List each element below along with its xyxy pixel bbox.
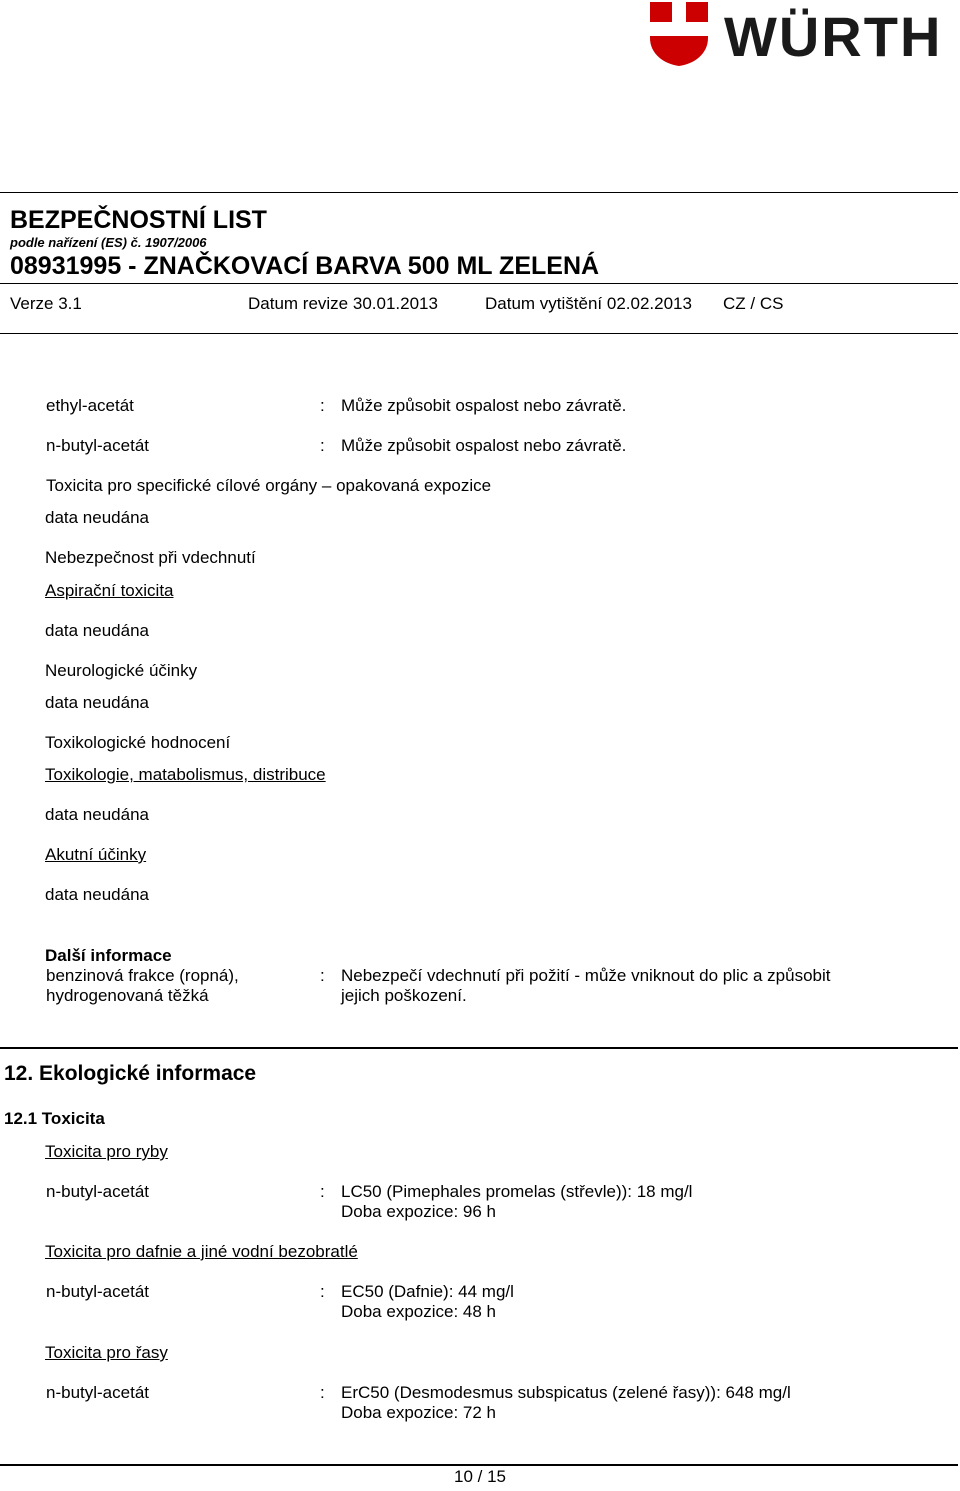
further-info-colon: : <box>320 966 325 985</box>
row-colon: : <box>320 396 325 415</box>
acute-effects-value: data neudána <box>45 885 149 904</box>
row-value: Může způsobit ospalost nebo závratě. <box>341 396 627 415</box>
section-12-title: 12. Ekologické informace <box>4 1062 257 1085</box>
aspiration-heading: Nebezpečnost při vdechnutí <box>45 548 256 567</box>
page-number: 10 / 15 <box>454 1467 506 1486</box>
version: Verze 3.1 <box>10 294 82 313</box>
fish-exposure: Doba expozice: 96 h <box>341 1202 496 1221</box>
daphnia-colon: : <box>320 1282 325 1301</box>
further-info-value: Nebezpečí vdechnutí při požití - může vniknout do plic a způsobit <box>341 966 831 985</box>
tox-eval-subheading: Toxikologie, matabolismus, distribuce <box>45 765 326 784</box>
algae-substance: n-butyl-acetát <box>46 1383 149 1402</box>
neuro-value: data neudána <box>45 693 149 712</box>
product-name: 08931995 - ZNAČKOVACÍ BARVA 500 ML ZELENÁ <box>10 252 600 280</box>
further-info-name: benzinová frakce (ropná), <box>46 966 239 985</box>
footer-rule <box>0 1464 958 1466</box>
header-bottom-rule <box>0 333 958 334</box>
document-title: BEZPEČNOSTNÍ LIST <box>10 206 267 234</box>
daphnia-exposure: Doba expozice: 48 h <box>341 1302 496 1321</box>
locale: CZ / CS <box>723 294 784 313</box>
further-info-value-cont: jejich poškození. <box>341 986 467 1005</box>
daphnia-toxicity-heading: Toxicita pro dafnie a jiné vodní bezobratlé <box>45 1242 358 1261</box>
revision-date: Datum revize 30.01.2013 <box>248 294 438 313</box>
tox-eval-heading: Toxikologické hodnocení <box>45 733 231 752</box>
section-rule <box>0 1047 958 1049</box>
wurth-logo-graphic <box>648 0 958 70</box>
further-info-heading: Další informace <box>45 946 172 965</box>
stot-repeated-value: data neudána <box>45 508 149 527</box>
subsection-12-1-title: 12.1 Toxicita <box>4 1109 105 1128</box>
algae-toxicity-heading: Toxicita pro řasy <box>45 1343 168 1362</box>
row-name: ethyl-acetát <box>46 396 134 415</box>
further-info-name-cont: hydrogenovaná těžká <box>46 986 209 1005</box>
neuro-heading: Neurologické účinky <box>45 661 198 680</box>
fish-colon: : <box>320 1182 325 1201</box>
header-mid-rule <box>0 283 958 284</box>
print-date: Datum vytištění 02.02.2013 <box>485 294 692 313</box>
tox-eval-value: data neudána <box>45 805 149 824</box>
fish-value: LC50 (Pimephales promelas (střevle)): 18 mg/l <box>341 1182 693 1201</box>
wurth-logo <box>648 0 958 70</box>
daphnia-substance: n-butyl-acetát <box>46 1282 149 1301</box>
header-top-rule <box>0 192 958 193</box>
stot-repeated-heading: Toxicita pro specifické cílové orgány – opakovaná expozice <box>46 476 492 495</box>
logo-wordmark: WÜRTH <box>724 5 943 68</box>
fish-toxicity-heading: Toxicita pro ryby <box>45 1142 168 1161</box>
algae-colon: : <box>320 1383 325 1402</box>
row-value: Může způsobit ospalost nebo závratě. <box>341 436 627 455</box>
algae-value: ErC50 (Desmodesmus subspicatus (zelené řasy)): 648 mg/l <box>341 1383 791 1402</box>
daphnia-value: EC50 (Dafnie): 44 mg/l <box>341 1282 514 1301</box>
row-name: n-butyl-acetát <box>46 436 149 455</box>
regulation-note: podle nařízení (ES) č. 1907/2006 <box>10 235 207 250</box>
fish-substance: n-butyl-acetát <box>46 1182 149 1201</box>
aspiration-subheading: Aspirační toxicita <box>45 581 174 600</box>
acute-effects-subheading: Akutní účinky <box>45 845 147 864</box>
aspiration-value: data neudána <box>45 621 149 640</box>
algae-exposure: Doba expozice: 72 h <box>341 1403 496 1422</box>
row-colon: : <box>320 436 325 455</box>
